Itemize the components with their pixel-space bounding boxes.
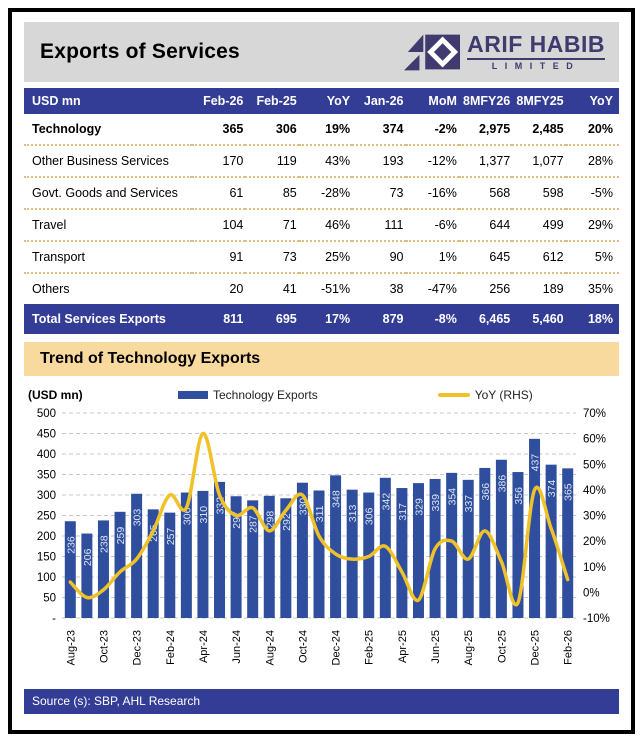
page-title: Exports of Services [40, 40, 240, 63]
total-cell: 879 [352, 304, 405, 334]
table-cell: 35% [587, 282, 613, 296]
total-row-label: Total Services Exports [24, 304, 192, 334]
table-cell: -12% [406, 145, 459, 177]
y2-axis-label: 10% [583, 561, 607, 574]
y-axis-label: 450 [36, 428, 56, 441]
bar-value-label: 206 [81, 548, 94, 567]
y-axis-label: 200 [36, 531, 56, 543]
y2-axis-label: 60% [583, 433, 607, 446]
x-axis-label: Dec-25 [529, 630, 542, 666]
bar-value-label: 257 [164, 527, 177, 546]
bar-value-label: 238 [98, 535, 111, 553]
total-cell: 6,465 [459, 304, 512, 334]
bar [81, 534, 92, 618]
bar-value-label: 337 [463, 494, 476, 513]
table-cell: 73 [245, 241, 298, 273]
chart-title: Trend of Technology Exports [40, 350, 261, 367]
table-row [24, 114, 619, 145]
table-cell: 365 [192, 114, 245, 145]
x-axis-label: Aug-25 [463, 630, 476, 666]
bar-value-label: 292 [280, 513, 293, 531]
y2-axis-label: 0% [583, 587, 600, 600]
legend-line-swatch [438, 393, 470, 397]
table-cell: 644 [459, 209, 512, 241]
x-axis-label: Dec-23 [131, 630, 144, 666]
x-axis-label: Aug-24 [264, 630, 277, 666]
bar-value-label: 330 [297, 497, 310, 516]
total-cell: -8% [406, 304, 459, 334]
column-header: Feb-26 [192, 88, 245, 114]
table-cell: 189 [542, 282, 564, 296]
legend-item [178, 388, 318, 402]
bar-value-label: 342 [380, 492, 393, 511]
y2-axis-label: 70% [583, 408, 607, 420]
column-header: 8MFY25 [512, 88, 565, 114]
table-cell: 598 [512, 177, 565, 209]
table-cell: -2% [406, 114, 459, 145]
footer-bar [24, 689, 619, 714]
total-cell: 17% [299, 304, 352, 334]
bar-value-label: 317 [396, 503, 409, 521]
table-cell: 28% [566, 145, 619, 177]
bar-value-label: 298 [264, 510, 277, 529]
y-axis-label: 500 [36, 408, 56, 420]
bar-value-label: 306 [181, 507, 194, 526]
legend-label: YoY (RHS) [474, 388, 533, 402]
table-cell: 645 [459, 241, 512, 273]
x-axis-label: Apr-25 [396, 630, 409, 664]
table-cell: 85 [245, 177, 298, 209]
table-cell: 5% [566, 241, 619, 273]
bar-value-label: 339 [430, 494, 443, 512]
y2-axis-label: 20% [583, 536, 607, 549]
table-cell: 71 [245, 209, 298, 241]
table-cell: 29% [566, 209, 619, 241]
table-cell: 41 [282, 282, 297, 296]
table-row [24, 145, 619, 177]
services-table [24, 88, 619, 334]
table-header-row [24, 88, 619, 114]
report-frame [8, 8, 635, 734]
table-cell: -6% [406, 209, 459, 241]
bar-value-label: 297 [231, 511, 244, 529]
table-cell: 104 [192, 209, 245, 241]
table-cell: 20 [229, 282, 244, 296]
x-axis-label: Oct-23 [98, 630, 111, 664]
table-cell: 170 [192, 145, 245, 177]
y-axis-label: 50 [43, 592, 56, 605]
table-cell: 374 [352, 114, 405, 145]
bar [98, 520, 109, 618]
x-axis-label: Oct-25 [496, 630, 509, 664]
table-cell: 119 [245, 145, 298, 177]
y2-axis-label: 40% [583, 484, 607, 497]
row-label: Govt. Goods and Services [24, 177, 192, 209]
company-logo [403, 32, 605, 72]
y2-axis-label: 50% [583, 459, 607, 472]
table-row [24, 209, 619, 241]
y-axis-label: 400 [36, 449, 56, 461]
column-header: Jan-26 [352, 88, 405, 114]
table-cell: 1,077 [512, 145, 565, 177]
chart-title-band [24, 342, 619, 376]
table-cell: 90 [352, 241, 405, 273]
bar-value-label: 265 [148, 524, 161, 542]
bar-value-label: 287 [247, 515, 260, 533]
bar-value-label: 374 [546, 479, 559, 498]
bar-value-label: 313 [347, 504, 360, 523]
bar-value-label: 366 [479, 482, 492, 501]
y2-axis-label: -10% [583, 613, 610, 625]
table-cell: -16% [406, 177, 459, 209]
table-cell: 1,377 [459, 145, 512, 177]
table-cell: 91 [192, 241, 245, 273]
header-band [24, 22, 619, 82]
y-axis-label: 250 [36, 510, 56, 523]
source-text: Source (s): SBP, AHL Research [32, 694, 201, 708]
y-axis-label: 300 [36, 490, 56, 502]
row-label: Other Business Services [24, 145, 192, 177]
technology-exports-chart [24, 406, 619, 682]
left-axis-unit-label: (USD mn) [28, 388, 83, 402]
x-axis-label: Oct-24 [297, 630, 310, 664]
column-header: Feb-25 [245, 88, 298, 114]
bar [65, 521, 76, 618]
bar-value-label: 259 [115, 526, 128, 545]
table-cell: 193 [352, 145, 405, 177]
y-axis-label: 150 [36, 551, 56, 564]
table-cell: 20% [566, 114, 619, 145]
table-cell: 568 [459, 177, 512, 209]
row-label: Technology [24, 114, 192, 145]
row-label: Others [32, 282, 70, 296]
x-axis-label: Jun-24 [231, 630, 244, 664]
x-axis-label: Feb-26 [562, 630, 575, 665]
y-axis-label: - [52, 613, 56, 625]
table-cell: 43% [299, 145, 352, 177]
y2-axis-label: 30% [583, 510, 607, 523]
legend-item [438, 388, 533, 402]
bar-value-label: 386 [496, 474, 509, 493]
table-cell: 306 [245, 114, 298, 145]
bar-value-label: 354 [446, 487, 459, 506]
table-cell: 256 [489, 282, 511, 296]
table-cell: 1% [406, 241, 459, 273]
column-header: MoM [406, 88, 459, 114]
logo-subtitle: LIMITED [467, 58, 605, 71]
table-cell: 19% [299, 114, 352, 145]
table-cell: 61 [192, 177, 245, 209]
table-cell: 499 [512, 209, 565, 241]
bar-value-label: 356 [512, 487, 525, 505]
total-cell: 18% [566, 304, 619, 334]
column-header: 8MFY26 [459, 88, 512, 114]
row-label: Travel [24, 209, 192, 241]
total-cell: 5,460 [512, 304, 565, 334]
total-row [24, 304, 619, 334]
chart-legend [24, 384, 619, 406]
table-cell: 73 [352, 177, 405, 209]
column-header: USD mn [24, 88, 192, 114]
table-row [24, 241, 619, 273]
table-cell: -5% [566, 177, 619, 209]
table-cell: 25% [299, 241, 352, 273]
bar-value-label: 236 [65, 536, 78, 554]
legend-bar-swatch [178, 391, 208, 399]
bar-value-label: 348 [330, 490, 343, 508]
table-cell: 111 [352, 209, 405, 241]
total-cell: 811 [192, 304, 245, 334]
column-header: YoY [566, 88, 619, 114]
x-axis-label: Feb-24 [164, 630, 177, 665]
y-axis-label: 100 [36, 572, 56, 584]
y-axis-label: 350 [36, 469, 56, 482]
logo-mark-icon [403, 32, 461, 72]
bar-value-label: 365 [562, 483, 575, 501]
legend-label: Technology Exports [213, 388, 318, 402]
bar-value-label: 437 [529, 453, 542, 472]
x-axis-label: Apr-24 [197, 630, 210, 664]
column-header: YoY [299, 88, 352, 114]
x-axis-label: Feb-25 [363, 630, 376, 665]
table-cell: 2,975 [459, 114, 512, 145]
table-row [24, 177, 619, 209]
logo-text [467, 33, 605, 71]
bar-value-label: 310 [197, 505, 210, 524]
bar-value-label: 303 [131, 508, 144, 527]
table-cell: -47% [427, 282, 457, 296]
table-cell: -51% [320, 282, 351, 296]
table-cell: -28% [299, 177, 352, 209]
table-cell: 38 [389, 282, 404, 296]
bar-value-label: 306 [363, 507, 376, 526]
table-cell: 46% [299, 209, 352, 241]
table-cell: 2,485 [512, 114, 565, 145]
table-row [24, 273, 619, 304]
total-cell: 695 [245, 304, 298, 334]
bar-value-label: 311 [314, 505, 326, 523]
x-axis-label: Jun-25 [430, 630, 443, 664]
row-label: Transport [24, 241, 192, 273]
x-axis-label: Aug-23 [65, 630, 78, 666]
bar-value-label: 329 [413, 498, 426, 516]
logo-name: ARIF HABIB [467, 31, 605, 57]
x-axis-label: Dec-24 [330, 630, 343, 666]
table-cell: 612 [512, 241, 565, 273]
bar-value-label: 332 [214, 496, 227, 515]
